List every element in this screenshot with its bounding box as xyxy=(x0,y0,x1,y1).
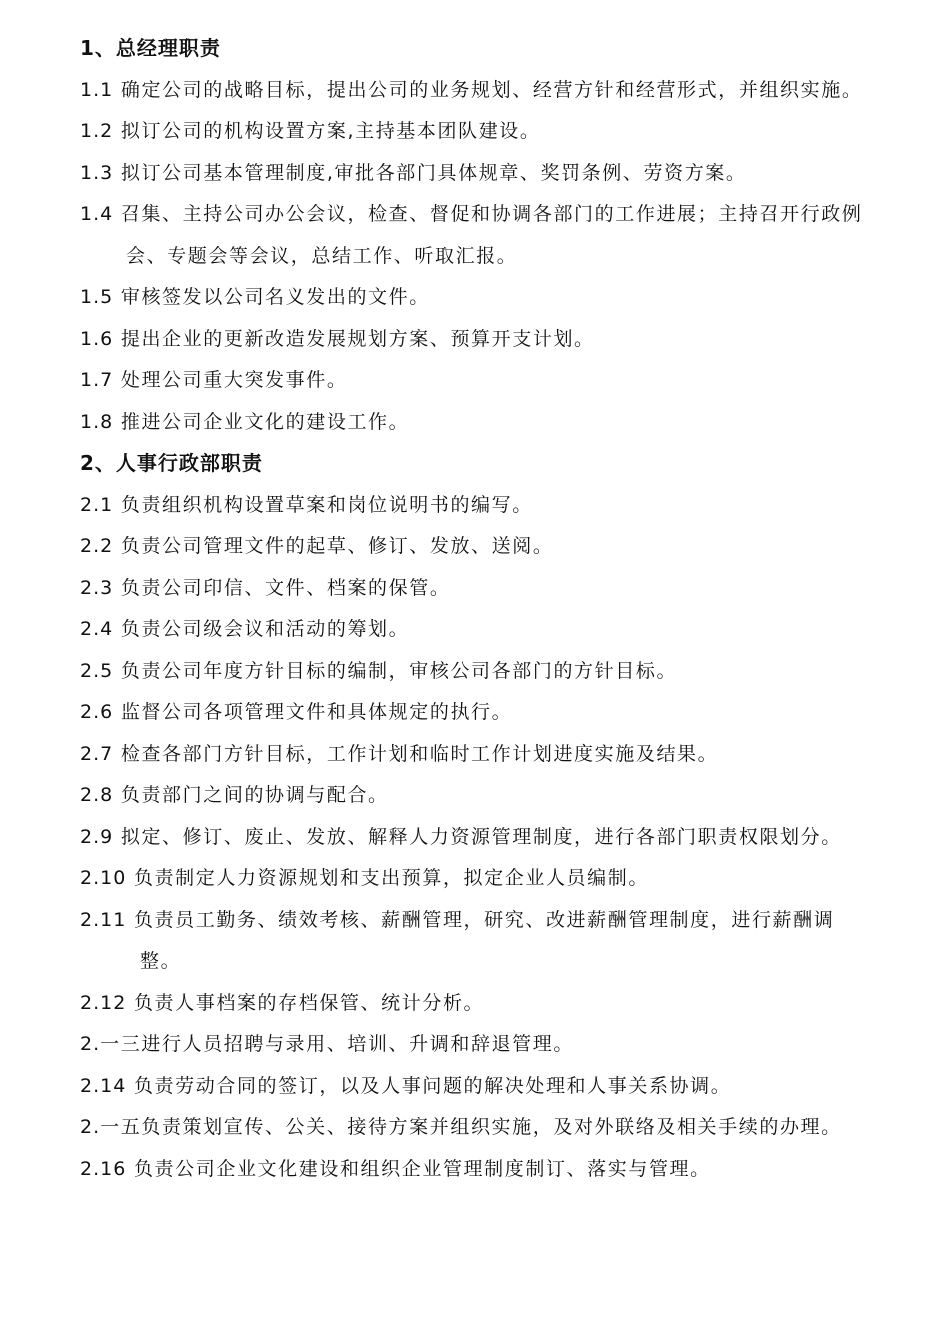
item-number: 2.6 xyxy=(80,701,114,723)
item-text: 推进公司企业文化的建设工作。 xyxy=(120,410,410,433)
item-number: 2.12 xyxy=(80,991,127,1014)
section-heading-general-manager: 1、总经理职责 xyxy=(80,36,221,60)
item-number: 1.1 xyxy=(80,78,114,101)
list-item xyxy=(80,900,870,983)
item-number: 2.10 xyxy=(80,867,127,889)
document-body xyxy=(80,28,870,1190)
item-text: 召集、主持公司办公会议，检查、督促和协调各部门的工作进展；主持召开行政例会、专题会等会议，总结工作、听取汇报。 xyxy=(120,203,863,267)
list-item xyxy=(80,277,870,319)
item-text: 确定公司的战略目标，提出公司的业务规划、经营方针和经营形式，并组织实施。 xyxy=(120,78,863,101)
item-text: 提出企业的更新改造发展规划方案、预算开支计划。 xyxy=(120,327,595,350)
item-text: 拟定、修订、废止、发放、解释人力资源管理制度，进行各部门职责权限划分。 xyxy=(120,825,842,848)
item-text: 负责组织机构设置草案和岗位说明书的编写。 xyxy=(120,493,533,516)
item-text: 处理公司重大突发事件。 xyxy=(120,369,348,391)
item-text: 负责部门之间的协调与配合。 xyxy=(120,784,389,806)
item-text: 负责公司管理文件的起草、修订、发放、送阅。 xyxy=(120,535,554,557)
item-number: 2.11 xyxy=(80,908,127,931)
item-number: 1.8 xyxy=(80,410,114,433)
list-item xyxy=(80,983,870,1025)
list-item xyxy=(80,568,870,610)
item-number: 1.3 xyxy=(80,161,114,184)
item-number: 2.4 xyxy=(80,618,114,640)
item-number: 2. xyxy=(80,1116,101,1138)
item-text: 拟订公司的机构设置方案,主持基本团队建设。 xyxy=(120,120,541,142)
item-text: 检查各部门方针目标，工作计划和临时工作计划进度实施及结果。 xyxy=(120,742,719,765)
item-number: 2.8 xyxy=(80,784,114,806)
item-text: 负责公司年度方针目标的编制，审核公司各部门的方针目标。 xyxy=(120,659,678,682)
item-number: 2.2 xyxy=(80,535,114,557)
item-number: 2.7 xyxy=(80,742,114,765)
item-text: 审核签发以公司名义发出的文件。 xyxy=(120,286,430,308)
list-item xyxy=(80,402,870,444)
list-item xyxy=(80,70,870,112)
item-number: 2.16 xyxy=(80,1157,127,1180)
item-number: 2.14 xyxy=(80,1074,127,1097)
list-item xyxy=(80,526,870,568)
item-text: 拟订公司基本管理制度,审批各部门具体规章、奖罚条例、劳资方案。 xyxy=(120,161,747,184)
list-item xyxy=(80,609,870,651)
list-item xyxy=(80,360,870,402)
section-heading-hr-admin: 2、人事行政部职责 xyxy=(80,451,263,475)
item-number: 1.2 xyxy=(80,120,114,142)
list-item xyxy=(80,485,870,527)
list-item xyxy=(80,153,870,195)
item-text: 监督公司各项管理文件和具体规定的执行。 xyxy=(120,701,513,723)
list-item xyxy=(80,1107,870,1149)
list-item xyxy=(80,1024,870,1066)
item-text: 负责公司企业文化建设和组织企业管理制度制订、落实与管理。 xyxy=(133,1157,711,1180)
item-number: 1.4 xyxy=(80,203,114,225)
list-item xyxy=(80,1149,870,1191)
list-item xyxy=(80,319,870,361)
item-number: 1.5 xyxy=(80,286,114,308)
item-number: 2.9 xyxy=(80,825,114,848)
list-item xyxy=(80,734,870,776)
item-number: 1.7 xyxy=(80,369,114,391)
item-text: 负责员工勤务、绩效考核、薪酬管理，研究、改进薪酬管理制度，进行薪酬调整。 xyxy=(133,908,835,972)
list-item xyxy=(80,775,870,817)
item-number: 2. xyxy=(80,1033,101,1055)
item-text: 负责劳动合同的签订，以及人事问题的解决处理和人事关系协调。 xyxy=(133,1074,732,1097)
list-item xyxy=(80,858,870,900)
item-number: 2.3 xyxy=(80,576,114,599)
list-item xyxy=(80,817,870,859)
item-text: 一五负责策划宣传、公关、接待方案并组织实施，及对外联络及相关手续的办理。 xyxy=(100,1116,842,1138)
item-text: 负责人事档案的存档保管、统计分析。 xyxy=(133,991,485,1014)
item-number: 2.5 xyxy=(80,659,114,682)
list-item xyxy=(80,651,870,693)
item-number: 1.6 xyxy=(80,327,114,350)
list-item xyxy=(80,1066,870,1108)
item-text: 负责公司印信、文件、档案的保管。 xyxy=(120,576,451,599)
item-text: 负责制定人力资源规划和支出预算，拟定企业人员编制。 xyxy=(133,867,649,889)
item-number: 2.1 xyxy=(80,493,114,516)
list-item xyxy=(80,111,870,153)
list-item xyxy=(80,692,870,734)
item-text: 负责公司级会议和活动的筹划。 xyxy=(120,618,410,640)
item-text: 一三进行人员招聘与录用、培训、升调和辞退管理。 xyxy=(100,1033,574,1055)
list-item xyxy=(80,194,870,277)
